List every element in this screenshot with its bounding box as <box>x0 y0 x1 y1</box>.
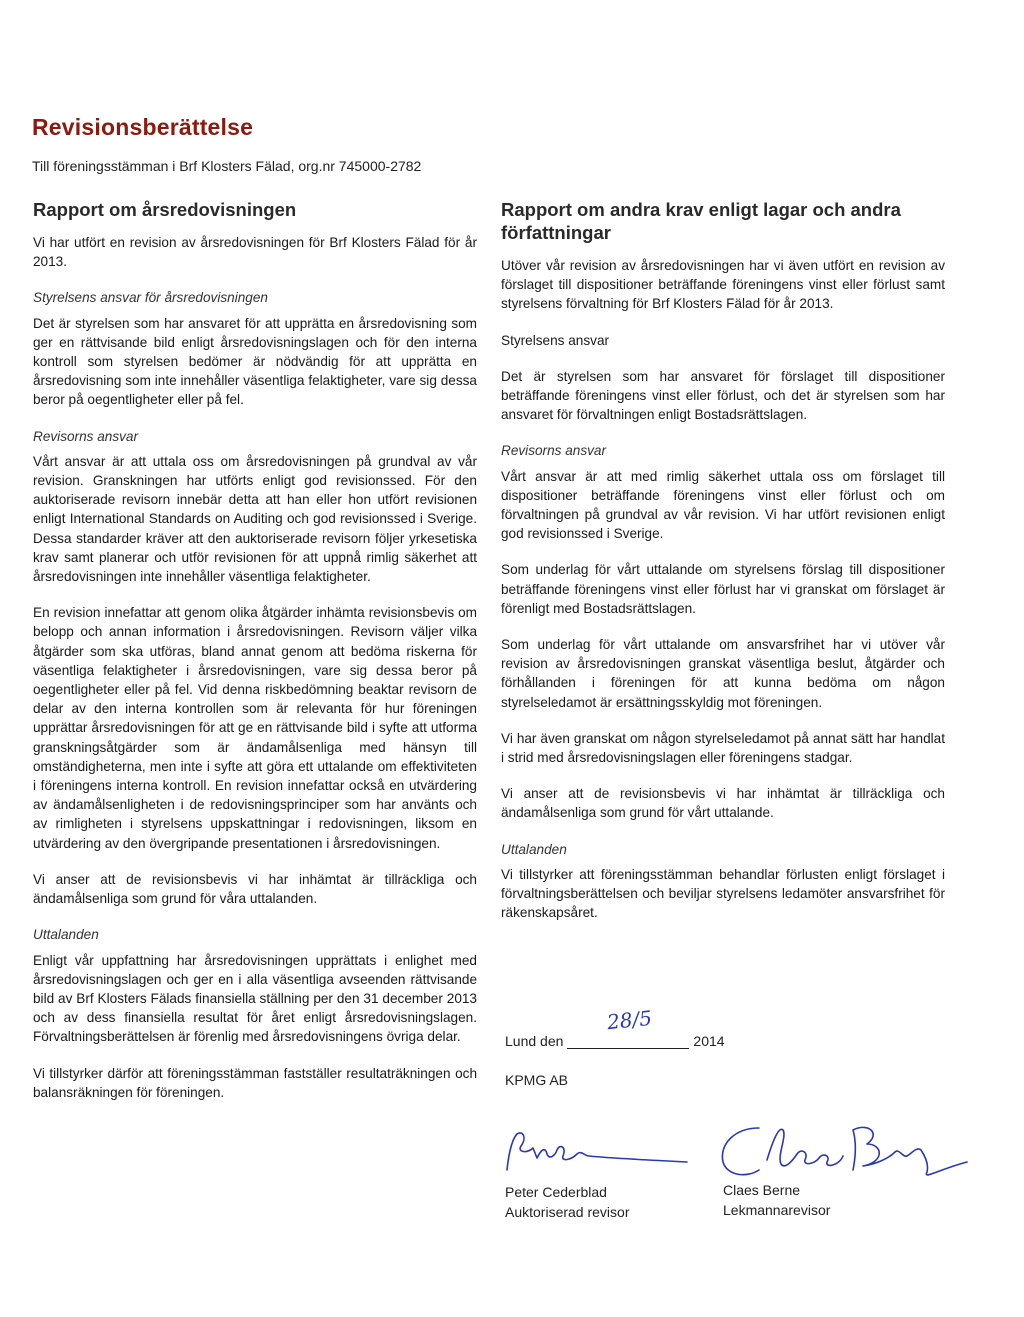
disposition-review-text: Som underlag för vårt uttalande om styrelsens förslag till dispositioner beträffande föreningens vinst eller förlust har vi granskat om förslaget är förenligt med Bostadsrättslagen. <box>501 562 945 616</box>
auditor-responsibility-heading: Revisorns ansvar <box>33 428 139 444</box>
date-line <box>505 1005 725 1049</box>
discharge-review-text: Som underlag för vårt uttalande om ansvarsfrihet har vi utöver vår revision av årsredovisningen granskat väsentliga beslut, åtgärder och förhållanden i föreningen för att kunna bedöma om någon styrelseledamot är ersättningsskyldig mot föreningen. <box>501 637 945 710</box>
adoption-recommendation-text: Vi tillstyrker därför att föreningsstämman fastställer resultaträkningen och balansräkningen för föreningen. <box>33 1065 477 1100</box>
board-responsibility-heading-right: Styrelsens ansvar <box>501 332 610 348</box>
signer-1-name: Peter Cederblad <box>505 1184 607 1200</box>
annual-report-heading: Rapport om årsredovisningen <box>33 199 297 220</box>
other-requirements-intro: Utöver vår revision av årsredovisningen har vi även utfört en revision av förslaget till dispositioner beträffande föreningens vinst eller förlust samt styrelsens förvaltning för Brf Klosters Fälad för år 2013. <box>501 258 945 312</box>
signature-block <box>505 1005 985 1220</box>
opinion-text: Enligt vår uppfattning har årsredovisningen upprättats i enlighet med årsredovisningslagen och ger en i alla väsentliga avseenden rättvisande bild av Brf Klosters Fälads finansiella ställning per den 31 december 2013 och av dess finansiella resultat för året enligt årsredovisningslagen. Förvaltningsberättelsen är förenlig med årsredovisningens övriga delar. <box>33 952 477 1045</box>
addressee-line: Till föreningsstämman i Brf Klosters Fälad, org.nr 745000-2782 <box>32 158 422 174</box>
board-responsibility-heading: Styrelsens ansvar för årsredovisningen <box>33 290 268 306</box>
other-requirements-section <box>501 198 945 939</box>
signer-2-name: Claes Berne <box>723 1182 801 1198</box>
opinion-heading-right: Uttalanden <box>501 841 567 857</box>
signer-peter-cederblad <box>505 1182 630 1222</box>
discharge-recommendation-text: Vi tillstyrker att föreningsstämman behandlar förlusten enligt förslaget i förvaltningsberättelsen och beviljar styrelsens ledamöter ansvarsfrihet för räkenskapsåret. <box>501 866 945 921</box>
auditor-responsibility-text-right: Vårt ansvar är att med rimlig säkerhet uttala oss om förslaget till dispositioner beträffande föreningens vinst eller förlust och om förvaltningen på grundval av vår revision. Vi har utfört revisionen enligt god revisionssed i Sverige. <box>501 468 945 542</box>
signature-claes-berne <box>722 1127 967 1175</box>
place-label: Lund den <box>505 1033 564 1049</box>
bylaws-review-text: Vi har även granskat om någon styrelseledamot på annat sätt har handlat i strid med årsredovisningslagen eller föreningens stadgar. <box>501 730 945 766</box>
date-blank <box>567 1005 689 1049</box>
audit-evidence-text-right: Vi anser att de revisionsbevis vi har inhämtat är tillräckliga och ändamålsenliga som grund för vårt uttalande. <box>501 786 945 821</box>
audit-firm: KPMG AB <box>505 1072 569 1088</box>
board-responsibility-text-right: Det är styrelsen som har ansvaret för förslaget till dispositioner beträffande föreningens vinst eller förlust, och det är styrelsen som har ansvaret för förvaltningen enligt Bostadsrättslagen. <box>501 368 945 423</box>
signer-2-role: Lekmannarevisor <box>723 1202 831 1218</box>
handwritten-signatures <box>497 1100 977 1190</box>
opinion-heading: Uttalanden <box>33 927 99 943</box>
signature-peter-cederblad <box>507 1133 687 1170</box>
board-responsibility-text: Det är styrelsen som har ansvaret för att upprätta en årsredovisning som ger en rättvisande bild enligt årsredovisningslagen och för den interna kontroll som styrelsen bedömer är nödvändig för att upprätta en årsredovisning som inte innehåller väsentliga felaktigheter, vare sig dessa beror på oegentligheter eller på fel. <box>33 315 477 408</box>
annual-report-intro: Vi har utfört en revision av årsredovisningen för Brf Klosters Fälad för år 2013. <box>33 235 477 270</box>
signer-1-role: Auktoriserad revisor <box>505 1204 630 1220</box>
handwritten-date: 28/5 <box>606 1005 654 1035</box>
annual-report-section <box>33 198 477 1119</box>
auditor-responsibility-heading-right: Revisorns ansvar <box>501 443 607 459</box>
audit-scope-text: En revision innefattar att genom olika åtgärder inhämta revisionsbevis om belopp och annan information i årsredovisningen. Revisorn väljer vilka åtgärder som ska utföras, bland annat genom att bedöma riskerna för väsentliga felaktigheter i årsredovisningen, vare sig dessa beror på oegentligheter eller på fel. Vid denna riskbedömning beaktar revisorn de delar av den interna kontrollen som är relevanta för hur föreningen upprättar årsredovisningen för att ge en rättvisande bild i syfte att utforma granskningsåtgärder som är ändamålsenliga med hänsyn till omständigheterna, men inte i syfte att göra ett uttalande om effektiviteten i föreningens interna kontroll. En revision innefattar också en utvärdering av ändamålsenligheten i de redovisningsprinciper som har använts och av rimligheten i styrelsens uppskattningar i redovisningen, liksom en utvärdering av den övergripande presentationen i årsredovisningen. <box>33 605 477 851</box>
signer-claes-berne <box>723 1180 830 1220</box>
audit-evidence-text: Vi anser att de revisionsbevis vi har inhämtat är tillräckliga och ändamålsenliga som grund för våra uttalanden. <box>33 871 477 907</box>
other-requirements-heading: Rapport om andra krav enligt lagar och andra författningar <box>501 199 901 243</box>
page-title: Revisionsberättelse <box>32 114 254 140</box>
auditor-responsibility-text: Vårt ansvar är att uttala oss om årsredovisningen på grundval av vår revision. Granskningen har utförts enligt god revisionssed. För den auktoriserade revisorn innebär detta att han eller hon utfört revisionen enligt International Standards on Auditing och god revisionssed i Sverige. Dessa standarder kräver att den auktoriserade revisorn följer yrkesetiska krav samt planerar och utför revisionen för att uppnå rimlig säkerhet att årsredovisningen inte innehåller väsentliga felaktigheter. <box>33 453 477 585</box>
year-label: 2014 <box>693 1033 725 1049</box>
